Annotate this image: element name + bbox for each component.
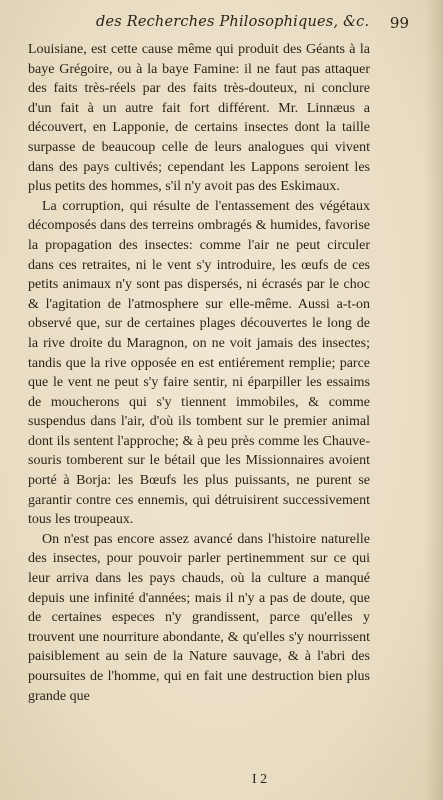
page-edge-shadow — [425, 0, 443, 800]
page-header — [36, 14, 415, 38]
paragraph-natural-history: On n'est pas encore assez avancé dans l'histoire naturelle des insectes, pour pouvoir parler pertinemment sur ce qui leur arriva dans les pays chauds, où la culture a manqué depuis une infinité d'années; mais il n'y a pas de doute, que de certaines especes n'y grandissent, parce qu'elles y trouvent une nourriture abondante, & qu'elles s'y nourrissent paisiblement au sein de la Nature sauvage, & à l'abri des poursuites de l'homme, qui en fait une destruction bien plus grande que — [28, 531, 370, 704]
running-title: des Recherches Philosophiques, &c. — [96, 14, 370, 30]
paragraph-continuation: Louisiane, est cette cause même qui produit des Géants à la baye Grégoire, ou à la baye Famine: il ne faut pas attaquer des faits très-réels par des faits très-douteux, ni conclure d'un fait à un autre fait fort différent. Mr. Linnæus a découvert, en Lapponie, de certains insectes dont la taille surpasse de beaucoup celle de leurs analogues qui vivent dans des pays cultivés; cependant les Lappons seroient les plus petits des hommes, s'il n'y avoit pas des Eskimaux. — [28, 42, 370, 195]
paragraph-corruption: La corruption, qui résulte de l'entassement des végétaux décomposés dans des terreins ombragés & humides, favorise la propagation des insectes: comme l'air ne peut circuler dans ces retraites, ni le vent s'y introduire, les œufs de ces petits animaux n'y sont pas dispersés, ni écrasés par le choc & l'agitation de l'atmosphere sur elle-même. Aussi a-t-on observé que, sur de certaines plages découvertes le long de la rive droite du Maragnon, on ne voit jamais des insectes; tandis que la rive opposée en est entiérement remplie; parce que le vent ne peut s'y faire sentir, ni éparpiller les essaims de moucherons qui s'y tiennent immobiles, & comme suspendus dans l'air, d'où ils tombent sur le premier animal dont ils sentent l'approche; & à peu près comme les Chauve-souris tomberent sur le bétail que les Missionnaires avoient porté à Borja: les Bœufs les plus puissants, ne purent se garantir contre ces ennemis, qui détruisirent successivement tous les troupeaux. — [28, 198, 370, 528]
page-number: 99 — [389, 14, 409, 32]
body-text — [28, 40, 370, 706]
signature-mark: I 2 — [252, 772, 268, 787]
